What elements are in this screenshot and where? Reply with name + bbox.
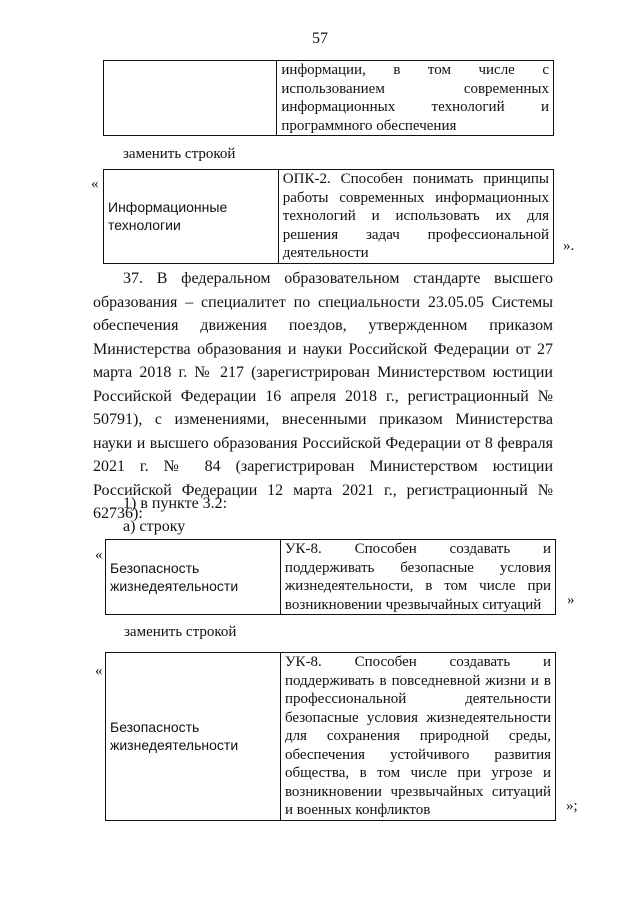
- table-fragment-1: [103, 60, 554, 136]
- open-quote: «: [95, 663, 103, 679]
- table-cell-discipline: Безопасность жизнедеятельности: [106, 653, 281, 821]
- close-quote: ».: [563, 238, 575, 254]
- page-number: 57: [312, 30, 328, 47]
- open-quote: «: [91, 176, 99, 192]
- table-cell-left-empty: [104, 61, 277, 136]
- close-quote: »;: [566, 798, 578, 814]
- item-1: 1) в пункте 3.2:: [123, 495, 228, 512]
- table-fragment-2: [103, 169, 554, 264]
- table-cell-competence: УК-8. Способен создавать и поддерживать безопасные условия жизнедеятельности, в том числе при возникновении чрезвычайных ситуаций: [280, 540, 555, 615]
- paragraph-37: [93, 267, 553, 526]
- replace-instruction-2: заменить строкой: [124, 624, 237, 640]
- table-cell-discipline: Информационные технологии: [104, 170, 279, 264]
- table-cell-competence: УК-8. Способен создавать и поддерживать в повседневной жизни и в профессиональной деятельности безопасные условия жизнедеятельности для сохранения природной среды, обеспечения устойчивого развития общества, в том числе при угрозе и возникновении чрезвычайных ситуаций и военных конфликтов: [280, 653, 555, 821]
- replace-instruction-1: заменить строкой: [123, 146, 236, 162]
- table-cell-competence: информации, в том числе с использованием современных информационных технологий и программного обеспечения: [277, 61, 554, 136]
- item-a: а) строку: [123, 518, 186, 535]
- open-quote: «: [95, 547, 103, 563]
- table-cell-discipline: Безопасность жизнедеятельности: [106, 540, 281, 615]
- table-cell-competence: ОПК-2. Способен понимать принципы работы современных информационных технологий и использовать их для решения задач профессиональной деятельности: [278, 170, 553, 264]
- table-fragment-3: [105, 539, 556, 615]
- paragraph-37-text: 37. В федеральном образовательном стандарте высшего образования – специалитет по специальности 23.05.05 Системы обеспечения движения поездов, утвержденном приказом Министерства образования и науки Российской Федерации от 27 марта 2018 г. № 217 (зарегистрирован Министерством юстиции Российской Федерации 16 апреля 2018 г., регистрационный № 50791), с изменениями, внесенными приказом Министерства науки и высшего образования Российской Федерации от 8 февраля 2021 г. № 84 (зарегистрирован Министерством юстиции Российской Федерации 12 марта 2021 г., регистрационный № 62736):: [93, 270, 553, 522]
- close-quote: »: [567, 592, 575, 608]
- table-fragment-4: [105, 652, 556, 821]
